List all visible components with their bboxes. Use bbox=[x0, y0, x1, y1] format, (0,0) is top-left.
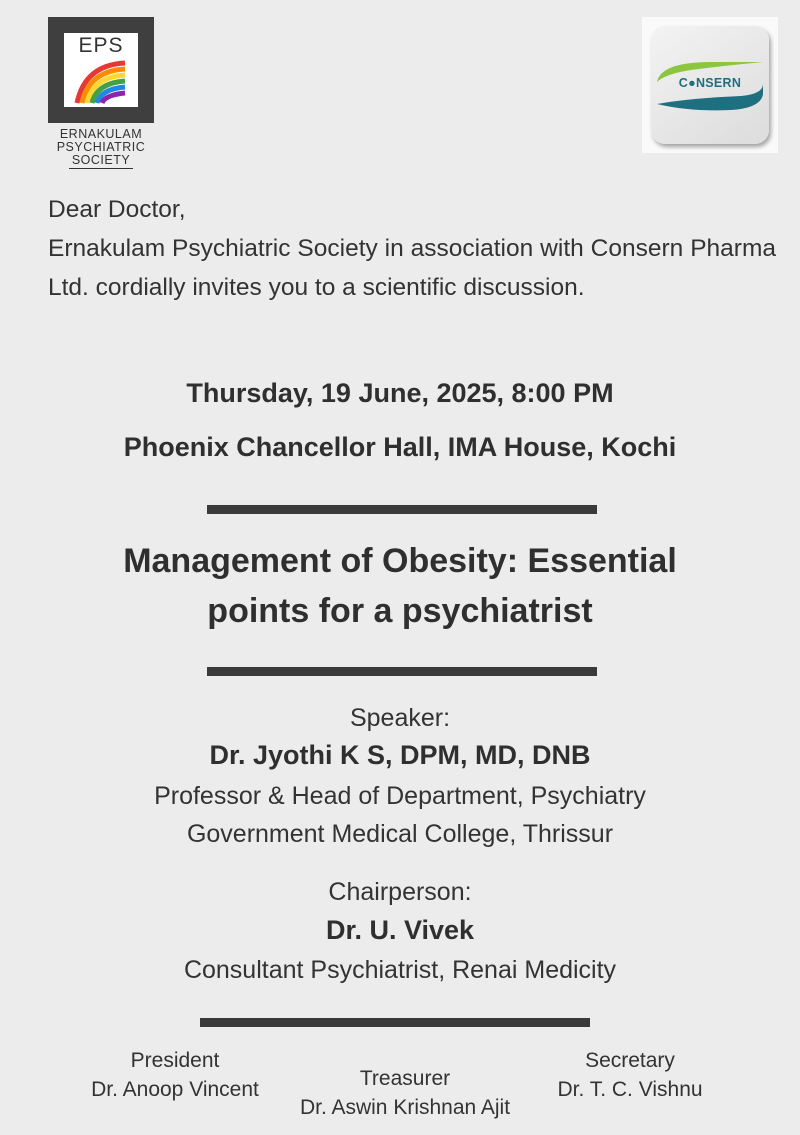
treasurer-role: Treasurer bbox=[359, 1067, 451, 1090]
chairperson-designation: Consultant Psychiatrist, Renai Medicity bbox=[183, 956, 617, 984]
secretary-name: Dr. T. C. Vishnu bbox=[557, 1078, 703, 1101]
speaker-name: Dr. Jyothi K S, DPM, MD, DNB bbox=[209, 740, 591, 770]
consern-logo-text: C●NSERN bbox=[678, 76, 742, 90]
president-name: Dr. Anoop Vincent bbox=[91, 1078, 259, 1101]
talk-title-line-1: Management of Obesity: Essential bbox=[123, 542, 677, 580]
invitation-text: Ernakulam Psychiatric Society in association with Consern Pharma Ltd. cordially invites you to a scientific discussion. bbox=[48, 235, 776, 301]
secretary-role: Secretary bbox=[585, 1049, 675, 1072]
eps-name-line-2: PSYCHIATRIC bbox=[56, 140, 146, 154]
treasurer-name: Dr. Aswin Krishnan Ajit bbox=[299, 1096, 511, 1119]
talk-title bbox=[0, 536, 800, 636]
speaker-label: Speaker: bbox=[349, 704, 451, 732]
speaker-designation: Professor & Head of Department, Psychiatry bbox=[154, 782, 646, 810]
officer-treasurer bbox=[285, 1064, 525, 1122]
eps-logo bbox=[48, 17, 154, 169]
chairperson-label: Chairperson: bbox=[328, 878, 472, 906]
divider bbox=[207, 505, 597, 514]
officer-secretary bbox=[545, 1046, 715, 1104]
eps-logo-name bbox=[48, 128, 154, 169]
eps-name-line-3: SOCIETY bbox=[69, 154, 133, 169]
event-venue: Phoenix Chancellor Hall, IMA House, Kochi bbox=[123, 432, 677, 462]
divider bbox=[200, 1018, 590, 1027]
greeting: Dear Doctor, bbox=[48, 196, 186, 223]
eps-logo-frame bbox=[48, 17, 154, 123]
eps-logo-abbr: EPS bbox=[78, 34, 124, 57]
divider bbox=[207, 667, 597, 676]
speaker-institution: Government Medical College, Thrissur bbox=[186, 820, 614, 848]
rainbow-icon bbox=[71, 57, 131, 105]
president-role: President bbox=[130, 1049, 220, 1072]
talk-title-line-2: points for a psychiatrist bbox=[207, 592, 593, 630]
officer-president bbox=[70, 1046, 280, 1104]
consern-logo bbox=[642, 17, 778, 153]
consern-logo-card bbox=[651, 26, 769, 144]
chairperson-name: Dr. U. Vivek bbox=[325, 915, 475, 945]
eps-name-line-1: ERNAKULAM bbox=[59, 127, 143, 141]
event-datetime: Thursday, 19 June, 2025, 8:00 PM bbox=[186, 378, 614, 408]
eps-logo-inner bbox=[64, 33, 138, 107]
